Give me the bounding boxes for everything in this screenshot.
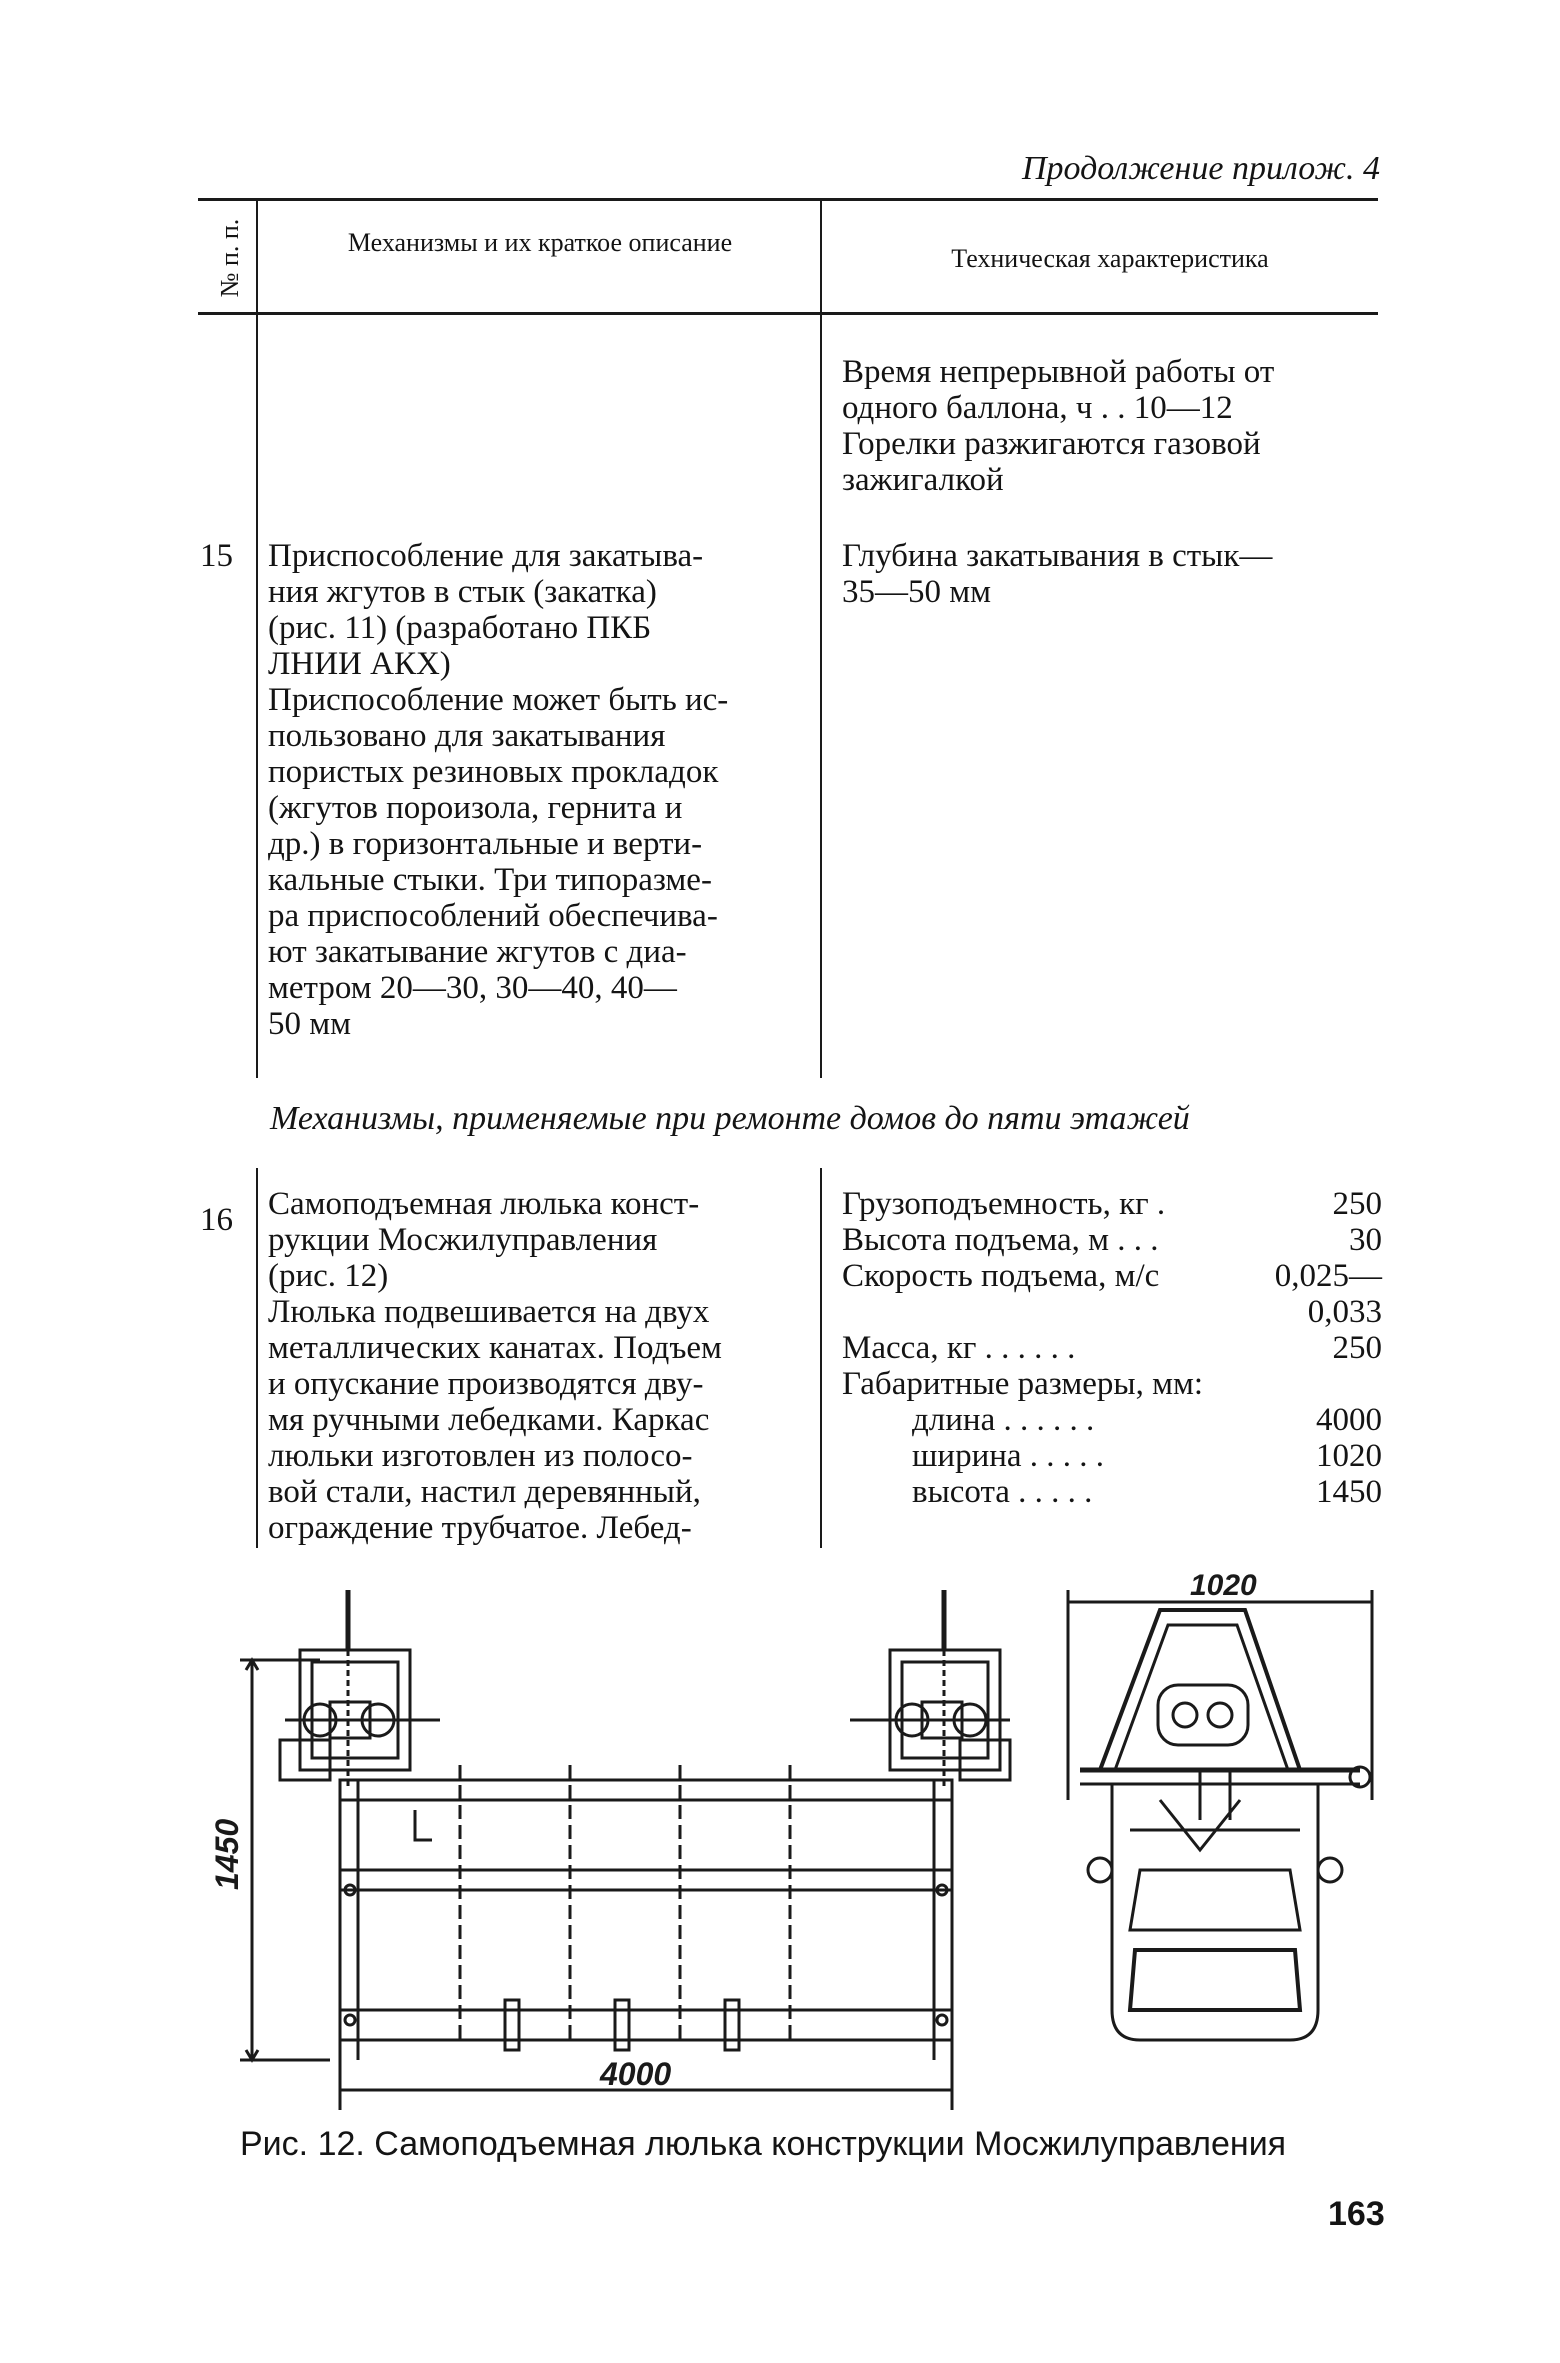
table-col-divider-2b [820,1168,822,1548]
spec-dimensions: Габаритные размеры, мм: [842,1366,1204,1402]
figure-12-drawing [200,1570,1400,2130]
figure-caption: Рис. 12. Самоподъемная люлька конструкции Мосжилуправления [240,2125,1287,2163]
table-col-divider-2 [820,198,822,1078]
dimension-width-label: 1020 [1190,1570,1257,1602]
header-number: № п. п. [215,218,244,298]
header-mechanisms: Механизмы и их краткое описание [347,228,733,257]
table-top-rule [198,198,1378,201]
spec-width: ширина . . . . . 1020 [912,1438,1382,1474]
table-col-divider-1 [256,198,258,1078]
spec-lift-height: Высота подъема, м . . . 30 [842,1222,1382,1258]
dimension-height-label: 1450 [209,1818,245,1890]
spec-height: высота . . . . . 1450 [912,1474,1382,1510]
right-winch [850,1590,1010,1790]
row-16-description: Самоподъемная люлька конст- рукции Мосжилуправления (рис. 12) Люлька подвешивается на двух металлических канатах. Подъем и опускание производятся дву- мя ручными лебедками. Каркас люльки изготовлен из полосо- вой стали, настил деревянный, ограждение трубчатое. Лебед- [268,1186,722,1546]
left-winch [280,1590,440,1790]
row-16-specs [842,1186,1382,1510]
cradle-end-view [1068,1590,1372,2040]
prev-row-tech: Время непрерывной работы от одного баллона, ч . . 10—12 Горелки разжигаются газовой зажигалкой [842,354,1275,498]
row-15-description: Приспособление для закатыва- ния жгутов в стык (закатка) (рис. 11) (разработано ПКБ ЛНИИ АКХ) Приспособление может быть ис- пользовано для закатывания пористых резиновых прокладок (жгутов пороизола, гернита и др.) в горизонтальные и верти- кальные стыки. Три типоразме- ра приспособлений обеспечива- ют закатывание жгутов с диа- метром 20—30, 30—40, 40— 50 мм [268,538,729,1042]
page-number: 163 [1328,2195,1385,2233]
spec-mass: Масса, кг . . . . . . 250 [842,1330,1382,1366]
spec-capacity: Грузоподъемность, кг . 250 [842,1186,1382,1222]
spec-lift-speed: Скорость подъема, м/с 0,025— [842,1258,1382,1294]
table-col-divider-1b [256,1168,258,1548]
table-header-rule [198,312,1378,315]
section-title: Механизмы, применяемые при ремонте домов до пяти этажей [270,1100,1190,1137]
row-15-number: 15 [200,538,233,574]
dimension-length-label: 4000 [600,2056,672,2092]
continuation-note: Продолжение прилож. 4 [1021,150,1380,187]
row-15-tech: Глубина закатывания в стык— 35—50 мм [842,538,1273,610]
cradle-frame-side [340,1765,952,2060]
spec-lift-speed-2: 0,033 [1307,1294,1382,1330]
spec-length: длина . . . . . . 4000 [912,1402,1382,1438]
row-16-number: 16 [200,1202,233,1238]
header-tech-spec: Техническая характеристика [951,244,1269,273]
